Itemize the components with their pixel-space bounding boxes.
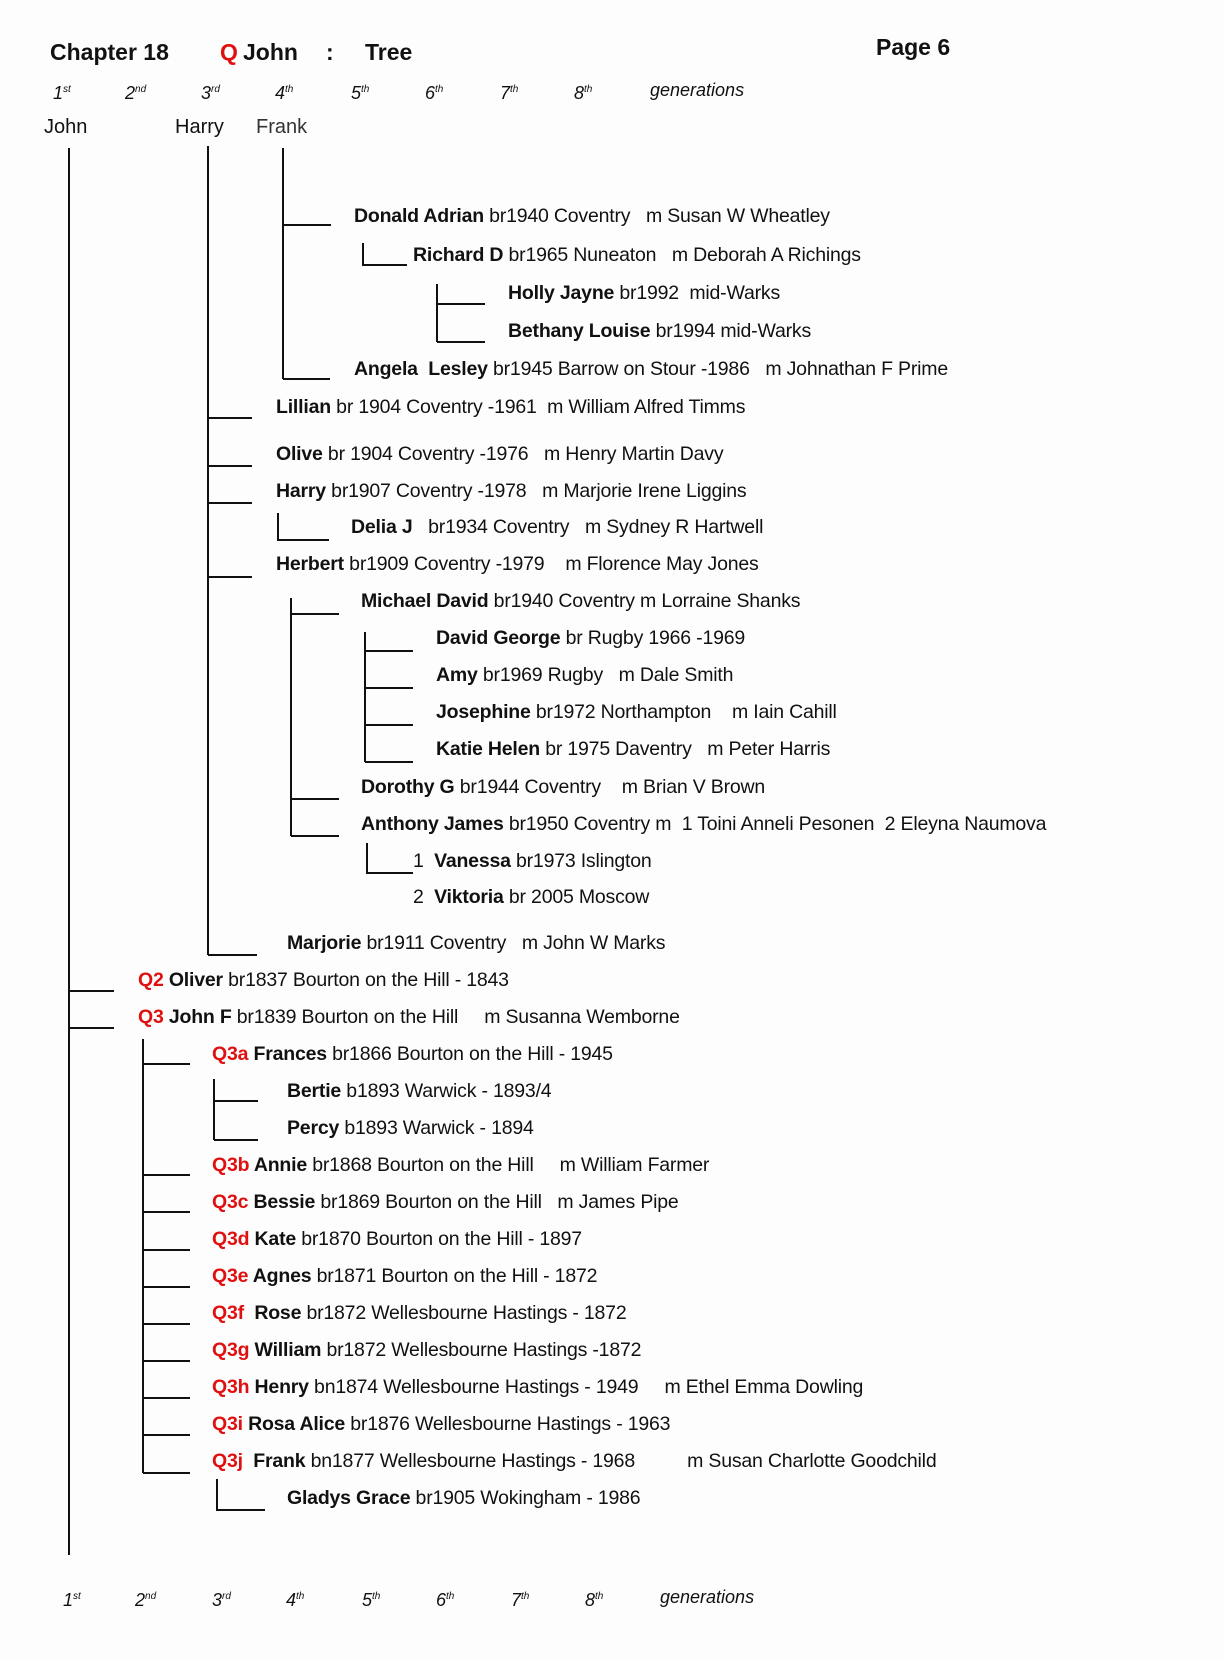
tree-entry [287,1116,534,1140]
tree-entry [212,1412,670,1436]
entry-name: Dorothy G [361,776,455,798]
generation-suffix: th [510,84,519,95]
entry-name: Henry [254,1376,309,1398]
generation-number: 7 [511,1590,522,1610]
generation-number: 2 [135,1590,146,1610]
entry-details: br1907 Coventry -1978 m Marjorie Irene Liggins [325,480,747,502]
entry-details: br1945 Barrow on Stour -1986 m Johnathan F Prime [487,358,948,380]
entry-details: br1872 Wellesbourne Hastings - 1872 [301,1302,627,1324]
entry-details: br1969 Rugby m Dale Smith [477,664,734,686]
root-john: John [44,116,88,138]
generation-suffix: rd [211,84,220,95]
chapter-title: Chapter 18 [50,39,169,65]
entry-details: br1994 mid-Warks [650,320,811,342]
generations-label: generations [650,80,745,100]
entry-name: Holly Jayne [508,282,615,304]
tree-entry [212,1375,863,1399]
generation-suffix: st [73,1591,81,1602]
generation-number: 1 [63,1590,74,1610]
tree-entry [212,1264,597,1288]
entry-name: Herbert [276,553,344,575]
entry-details: br1934 Coventry m Sydney R Hartwell [412,516,764,538]
entry-name: Rosa Alice [248,1413,346,1435]
entry-code: Q3f [212,1302,255,1324]
generation-suffix: th [285,84,294,95]
entry-details: br1866 Bourton on the Hill - 1945 [326,1043,613,1065]
entry-name: Josephine [436,701,531,723]
entry-details: br1944 Coventry m Brian V Brown [454,776,766,798]
entry-name: Katie Helen [436,738,541,760]
entry-code: Q3g [212,1339,255,1361]
entry-details: br1950 Coventry m 1 Toini Anneli Pesonen 2 Eleyna Naumova [503,813,1047,835]
tree-entry [212,1338,641,1362]
family-name: John [243,39,298,65]
entry-details: br1871 Bourton on the Hill - 1872 [311,1265,598,1287]
tree-entry [413,849,652,873]
entry-details: br 1904 Coventry -1976 m Henry Martin Davy [322,443,724,465]
entry-name: Rose [254,1302,302,1324]
entry-details: br1872 Wellesbourne Hastings -1872 [321,1339,642,1361]
generations-label: generations [660,1587,755,1607]
entry-details: br 1904 Coventry -1961 m William Alfred Timms [330,396,746,418]
tree-entry [287,1486,640,1510]
entry-name: Viktoria [434,886,504,908]
entry-details: br Rugby 1966 -1969 [560,627,746,649]
entry-code: Q3h [212,1376,255,1398]
tree-entry [436,700,837,724]
tree-title: Tree [365,39,413,65]
entry-name: Michael David [361,590,489,612]
tree-entry [212,1301,626,1325]
entry-name: David George [436,627,561,649]
generation-number: 6 [425,83,436,103]
entry-details: br1876 Wellesbourne Hastings - 1963 [345,1413,671,1435]
entry-details: b1893 Warwick - 1893/4 [341,1080,552,1102]
entry-details: b1893 Warwick - 1894 [339,1117,534,1139]
generation-number: 6 [436,1590,447,1610]
page-number: Page 6 [876,34,951,60]
generation-number: 5 [351,83,362,103]
generation-suffix: th [595,1591,604,1602]
generation-suffix: th [361,84,370,95]
entry-name: Bessie [253,1191,316,1213]
tree-entry [138,968,509,992]
tree-entry [212,1153,709,1177]
generation-suffix: st [63,84,71,95]
generation-number: 3 [212,1590,223,1610]
tree-entry [276,479,746,503]
entry-name: Gladys Grace [287,1487,411,1509]
tree-entry [436,737,830,761]
entry-name: Angela Lesley [354,358,488,380]
generation-number: 4 [286,1590,297,1610]
entry-name: John F [168,1006,232,1028]
entry-name: Amy [436,664,478,686]
entry-details: br1972 Northampton m Iain Cahill [530,701,837,723]
entry-code: Q3d [212,1228,255,1250]
entry-code: Q3a [212,1043,254,1065]
root-harry: Harry [175,116,224,138]
entry-name: Harry [276,480,326,502]
generation-suffix: th [521,1591,530,1602]
tree-entry [354,204,830,228]
generation-suffix: th [584,84,593,95]
entry-number: 1 [413,850,435,872]
generation-suffix: th [446,1591,455,1602]
generation-number: 5 [362,1590,373,1610]
tree-entry [276,442,723,466]
entry-details: br1973 Islington [510,850,652,872]
tree-entry [361,812,1046,836]
generation-number: 8 [585,1590,596,1610]
entry-number: 2 [413,886,435,908]
entry-name: Vanessa [434,850,511,872]
generation-number: 2 [125,83,136,103]
entry-name: Oliver [168,969,223,991]
entry-details: br1868 Bourton on the Hill m William Farmer [307,1154,710,1176]
entry-name: Marjorie [287,932,362,954]
entry-details: br 1975 Daventry m Peter Harris [540,738,831,760]
entry-details: br 2005 Moscow [503,886,650,908]
tree-entry [287,931,665,955]
entry-name: Bertie [287,1080,342,1102]
entry-details: br1909 Coventry -1979 m Florence May Jones [343,553,759,575]
tree-entry [287,1079,551,1103]
entry-name: Delia J [351,516,413,538]
generation-suffix: nd [145,1591,157,1602]
tree-entry [212,1449,936,1473]
tree-entry [212,1190,679,1214]
tree-entry [361,589,800,613]
entry-name: Richard D [413,244,504,266]
entry-details: bn1877 Wellesbourne Hastings - 1968 m Susan Charlotte Goodchild [305,1450,937,1472]
entry-name: Donald Adrian [354,205,484,227]
generation-suffix: nd [135,84,147,95]
entry-name: Anthony James [361,813,504,835]
tree-entry [354,357,948,381]
tree-entry [212,1227,582,1251]
entry-code: Q3i [212,1413,249,1435]
tree-entry [508,319,811,343]
entry-code: Q3 [138,1006,169,1028]
tree-entry [436,663,733,687]
tree-entry [276,552,759,576]
entry-name: Bethany Louise [508,320,651,342]
entry-name: Annie [253,1154,307,1176]
entry-name: Lillian [276,396,331,418]
tree-entry [276,395,745,419]
generation-number: 1 [53,83,64,103]
tree-entry [508,281,780,305]
entry-name: Percy [287,1117,340,1139]
generation-suffix: th [372,1591,381,1602]
generation-number: 8 [574,83,585,103]
generation-suffix: th [296,1591,305,1602]
tree-entry [212,1042,613,1066]
entry-code: Q3c [212,1191,254,1213]
entry-details: br1870 Bourton on the Hill - 1897 [296,1228,582,1250]
generation-number: 4 [275,83,286,103]
entry-code: Q3e [212,1265,253,1287]
entry-details: br1940 Coventry m Lorraine Shanks [488,590,801,612]
tree-entry [351,515,763,539]
entry-name: William [254,1339,322,1361]
entry-name: Frances [253,1043,327,1065]
entry-name: Frank [253,1450,306,1472]
tree-entry [361,775,765,799]
entry-details: bn1874 Wellesbourne Hastings - 1949 m Ethel Emma Dowling [308,1376,864,1398]
root-frank: Frank [256,116,308,138]
entry-code: Q2 [138,969,169,991]
generation-number: 7 [500,83,511,103]
entry-details: br1869 Bourton on the Hill m James Pipe [315,1191,679,1213]
entry-details: br1905 Wokingham - 1986 [410,1487,641,1509]
entry-details: br1911 Coventry m John W Marks [361,932,666,954]
tree-entry [138,1005,680,1029]
title-separator: : [326,39,334,65]
generation-number: 3 [201,83,212,103]
entry-details: br1965 Nuneaton m Deborah A Richings [503,244,861,266]
entry-code: Q3j [212,1450,254,1472]
tree-entry [413,243,861,267]
generation-suffix: rd [222,1591,231,1602]
entry-name: Agnes [252,1265,312,1287]
generation-suffix: th [435,84,444,95]
entry-details: br1992 mid-Warks [614,282,780,304]
entry-details: br1839 Bourton on the Hill m Susanna Wemborne [231,1006,680,1028]
tree-entry [413,885,649,909]
entry-name: Olive [276,443,323,465]
entry-name: Kate [254,1228,297,1250]
entry-details: br1940 Coventry m Susan W Wheatley [483,205,830,227]
entry-code: Q3b [212,1154,254,1176]
tree-entry [436,626,745,650]
family-code: Q [220,39,238,65]
entry-details: br1837 Bourton on the Hill - 1843 [222,969,509,991]
